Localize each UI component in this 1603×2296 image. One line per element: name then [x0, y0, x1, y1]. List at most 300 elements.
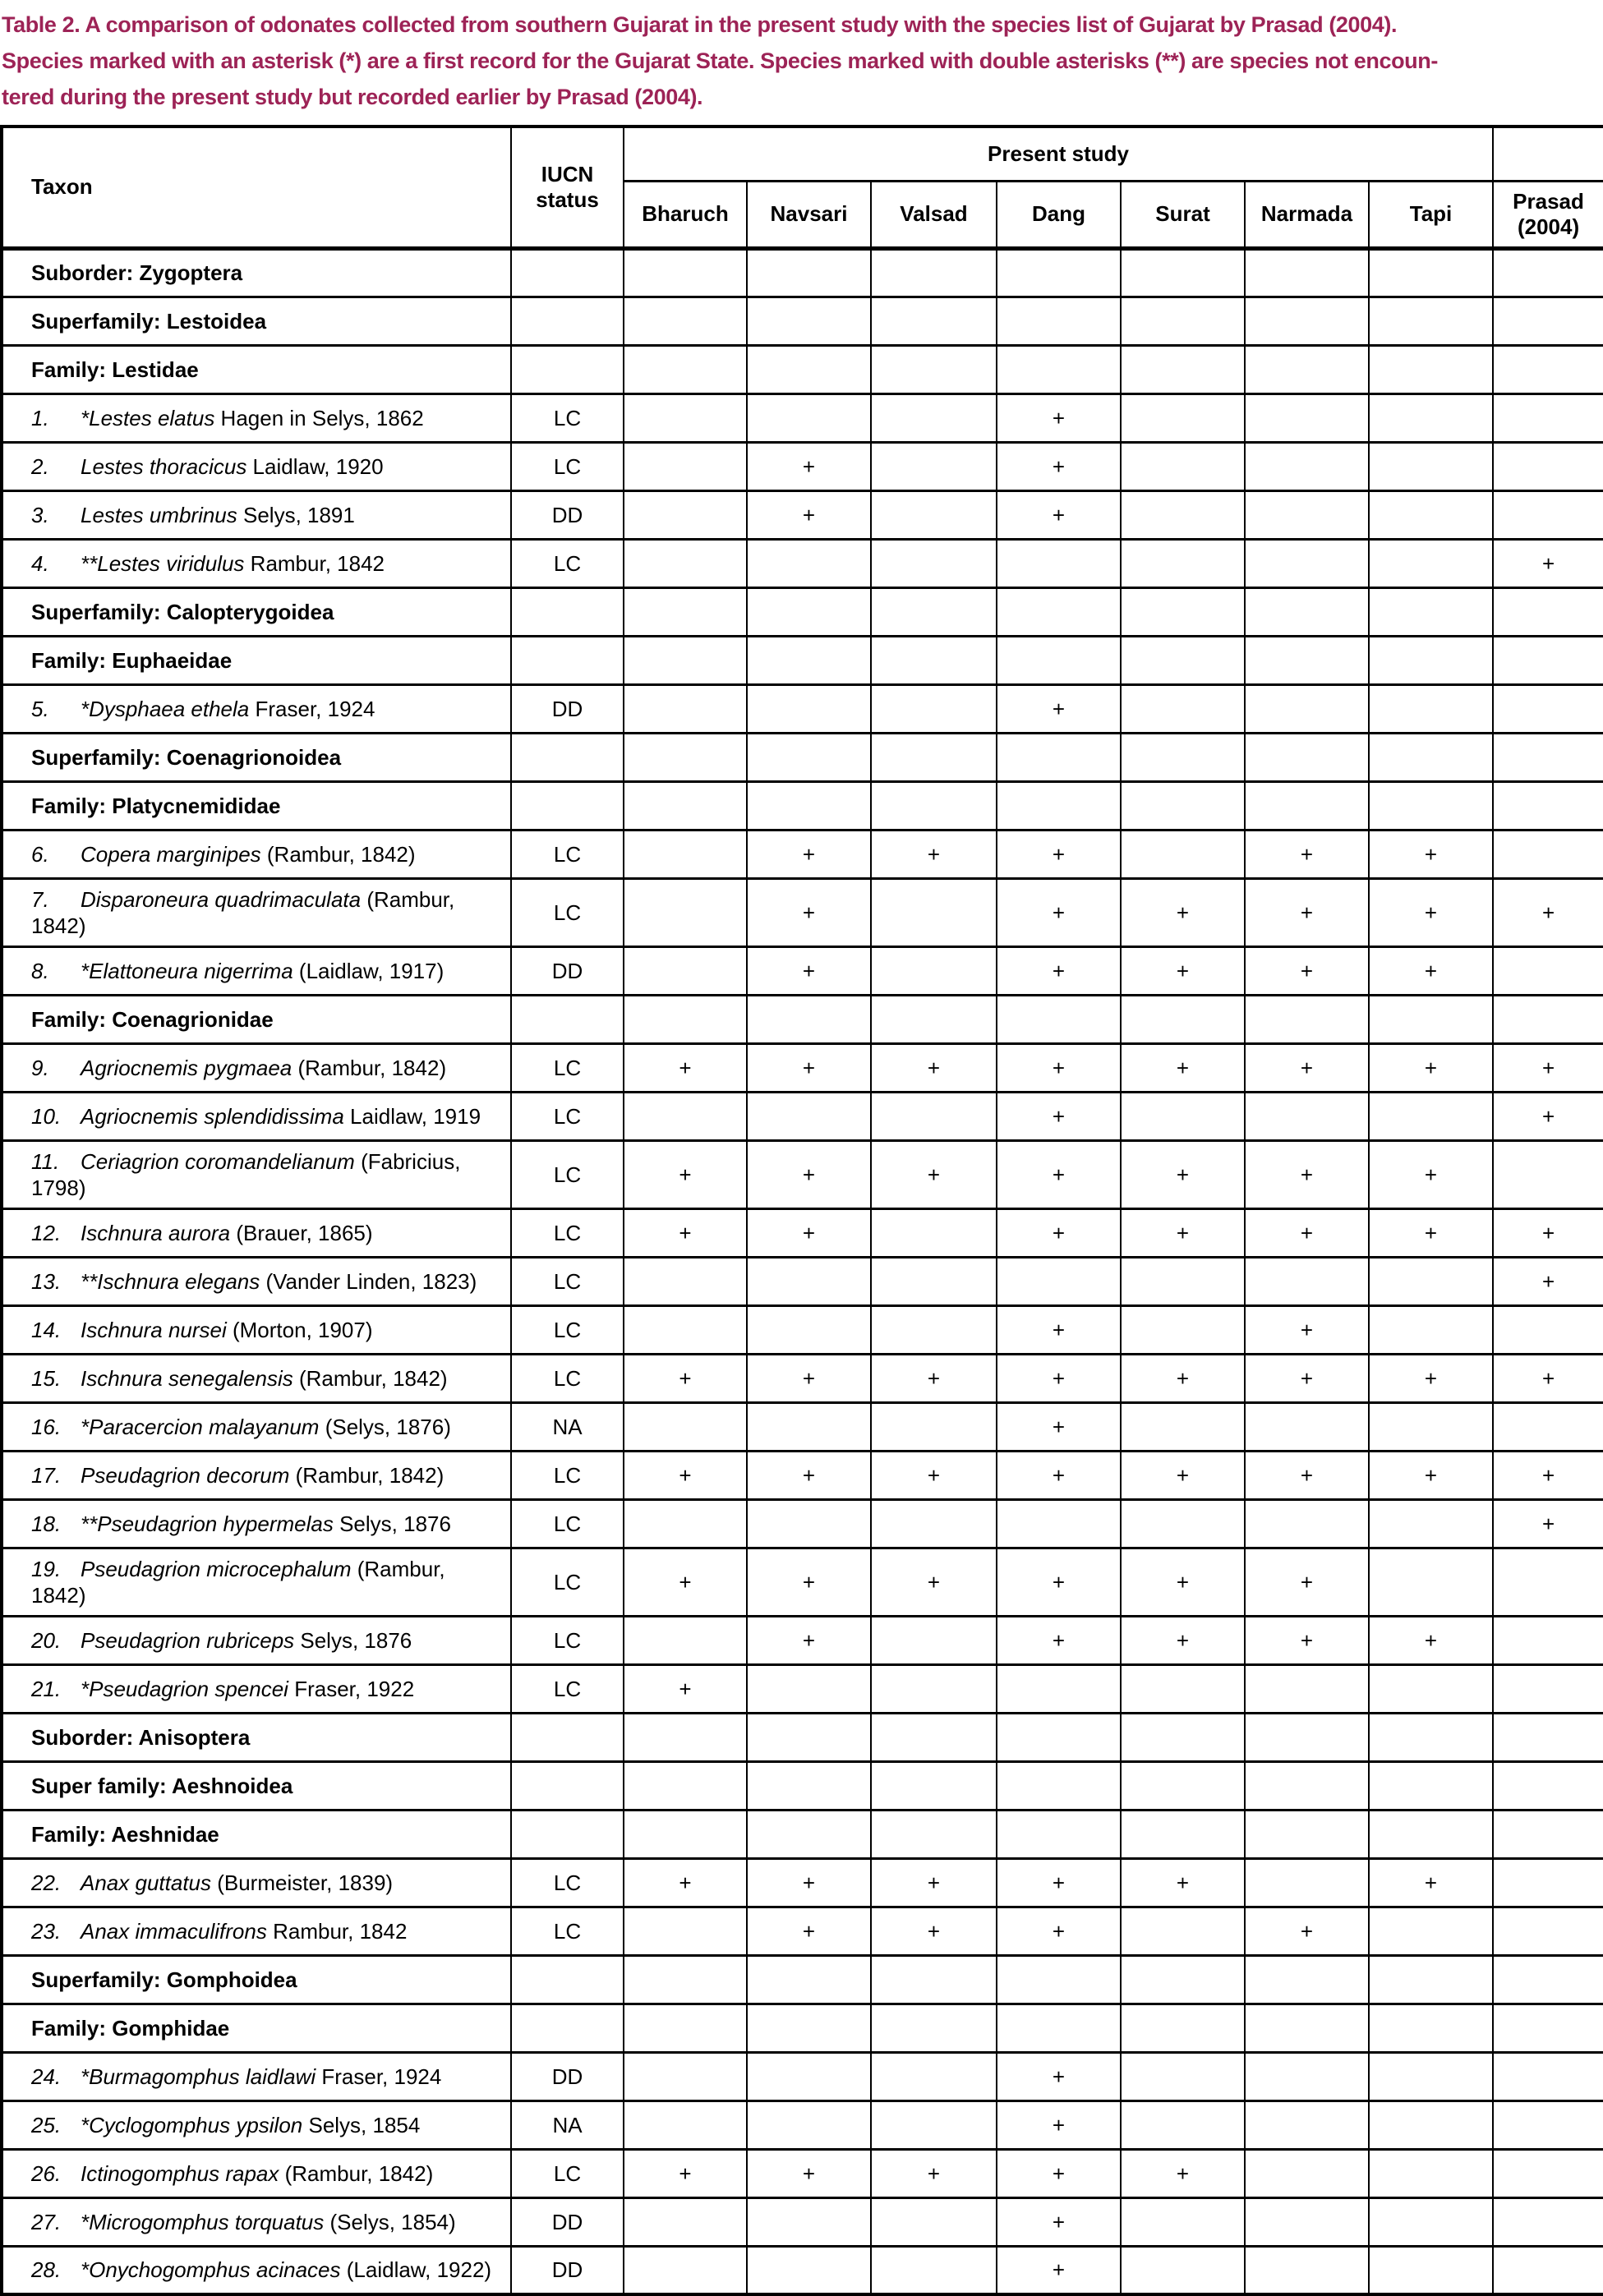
- presence-mark-tapi: +: [1369, 1208, 1493, 1257]
- presence-mark-tapi: [1369, 490, 1493, 539]
- presence-mark-prasad-2004: [1493, 1858, 1603, 1907]
- presence-mark-bharuch: [624, 2100, 747, 2149]
- presence-mark-bharuch: [624, 1955, 747, 2004]
- species-number: 4.: [31, 550, 49, 576]
- species-scientific-name: **Pseudagrion hypermelas: [81, 1511, 334, 1536]
- presence-mark-surat: [1121, 587, 1245, 636]
- species-number: 16.: [31, 1414, 62, 1439]
- presence-mark-valsad: [871, 1761, 997, 1810]
- caption-line-1: Table 2. A comparison of odonates collected from southern Gujarat in the present study with the species list of Gujarat by Prasad (2004).: [2, 12, 1398, 37]
- presence-mark-narmada: [1245, 2004, 1369, 2052]
- presence-mark-valsad: [871, 2100, 997, 2149]
- presence-mark-bharuch: [624, 995, 747, 1043]
- presence-mark-surat: +: [1121, 1140, 1245, 1208]
- iucn-status-cell: LC: [511, 830, 624, 878]
- presence-mark-bharuch: [624, 2197, 747, 2246]
- presence-mark-narmada: [1245, 1664, 1369, 1713]
- presence-mark-valsad: [871, 733, 997, 781]
- species-number: 5.: [31, 696, 49, 721]
- presence-mark-dang: +: [997, 1616, 1121, 1664]
- species-row: [2, 1092, 1603, 1140]
- presence-mark-surat: +: [1121, 1451, 1245, 1499]
- presence-mark-dang: [997, 297, 1121, 345]
- presence-mark-dang: +: [997, 2197, 1121, 2246]
- group-row: [2, 781, 1603, 830]
- presence-mark-narmada: +: [1245, 946, 1369, 995]
- iucn-status-cell: LC: [511, 442, 624, 490]
- taxon-cell: [2, 1208, 511, 1257]
- taxon-cell: [2, 2100, 511, 2149]
- presence-mark-surat: +: [1121, 1354, 1245, 1402]
- presence-mark-navsari: [747, 539, 871, 587]
- presence-mark-tapi: [1369, 539, 1493, 587]
- species-number: 14.: [31, 1317, 62, 1342]
- presence-mark-bharuch: [624, 1402, 747, 1451]
- presence-mark-valsad: [871, 2052, 997, 2100]
- taxon-cell: [2, 2149, 511, 2197]
- presence-mark-prasad-2004: +: [1493, 1257, 1603, 1305]
- presence-mark-bharuch: [624, 539, 747, 587]
- presence-mark-bharuch: [624, 442, 747, 490]
- species-author-year: (Vander Linden, 1823): [260, 1268, 477, 1294]
- species-number: 26.: [31, 2160, 62, 2186]
- taxon-cell: [2, 878, 511, 946]
- species-author-year: Rambur, 1842: [266, 1918, 408, 1944]
- species-row: [2, 1140, 1603, 1208]
- presence-mark-bharuch: [624, 781, 747, 830]
- presence-mark-valsad: +: [871, 1451, 997, 1499]
- presence-mark-valsad: [871, 345, 997, 393]
- presence-mark-bharuch: +: [624, 1354, 747, 1402]
- presence-mark-surat: +: [1121, 1858, 1245, 1907]
- presence-mark-dang: +: [997, 2100, 1121, 2149]
- column-header-navsari: Navsari: [747, 181, 871, 248]
- species-row: [2, 393, 1603, 442]
- presence-mark-prasad-2004: [1493, 1761, 1603, 1810]
- presence-mark-bharuch: +: [624, 1208, 747, 1257]
- presence-mark-valsad: [871, 1257, 997, 1305]
- presence-mark-dang: [997, 2004, 1121, 2052]
- presence-mark-narmada: +: [1245, 1208, 1369, 1257]
- group-label-cell: Family: Lestidae: [2, 345, 511, 393]
- taxon-cell: [2, 1402, 511, 1451]
- odonates-comparison-table: [0, 125, 1603, 2296]
- presence-mark-bharuch: [624, 1616, 747, 1664]
- species-number: 22.: [31, 1870, 62, 1895]
- header-spacer-cell: [1493, 127, 1603, 181]
- species-author-year: (Rambur, 1842): [293, 1365, 448, 1391]
- iucn-status-cell: [511, 636, 624, 684]
- presence-mark-narmada: [1245, 490, 1369, 539]
- group-label-cell: Superfamily: Lestoidea: [2, 297, 511, 345]
- presence-mark-tapi: [1369, 297, 1493, 345]
- presence-mark-tapi: [1369, 345, 1493, 393]
- presence-mark-bharuch: [624, 1810, 747, 1858]
- taxon-cell: [2, 539, 511, 587]
- species-row: [2, 2100, 1603, 2149]
- presence-mark-bharuch: [624, 946, 747, 995]
- presence-mark-prasad-2004: +: [1493, 1092, 1603, 1140]
- presence-mark-tapi: [1369, 1548, 1493, 1616]
- species-number: 17.: [31, 1462, 62, 1488]
- presence-mark-navsari: +: [747, 1858, 871, 1907]
- species-author-year: Selys, 1876: [333, 1511, 451, 1536]
- presence-mark-tapi: [1369, 2004, 1493, 2052]
- species-author-year-wrap: 1842): [31, 913, 86, 938]
- presence-mark-bharuch: [624, 297, 747, 345]
- presence-mark-navsari: [747, 1499, 871, 1548]
- presence-mark-prasad-2004: [1493, 393, 1603, 442]
- species-scientific-name: **Ischnura elegans: [81, 1268, 260, 1294]
- presence-mark-surat: [1121, 1761, 1245, 1810]
- species-row: [2, 878, 1603, 946]
- presence-mark-prasad-2004: [1493, 1548, 1603, 1616]
- presence-mark-tapi: [1369, 995, 1493, 1043]
- presence-mark-tapi: [1369, 442, 1493, 490]
- presence-mark-valsad: +: [871, 1140, 997, 1208]
- presence-mark-valsad: [871, 946, 997, 995]
- taxon-cell: [2, 1664, 511, 1713]
- taxon-cell: [2, 1043, 511, 1092]
- presence-mark-tapi: [1369, 248, 1493, 297]
- presence-mark-valsad: [871, 442, 997, 490]
- presence-mark-narmada: +: [1245, 1907, 1369, 1955]
- presence-mark-surat: [1121, 733, 1245, 781]
- presence-mark-bharuch: [624, 878, 747, 946]
- iucn-status-cell: DD: [511, 2246, 624, 2294]
- species-row: [2, 1616, 1603, 1664]
- iucn-status-cell: LC: [511, 2149, 624, 2197]
- presence-mark-navsari: [747, 248, 871, 297]
- presence-mark-surat: +: [1121, 1043, 1245, 1092]
- presence-mark-bharuch: +: [624, 1043, 747, 1092]
- presence-mark-dang: [997, 733, 1121, 781]
- presence-mark-tapi: [1369, 684, 1493, 733]
- presence-mark-valsad: [871, 1499, 997, 1548]
- presence-mark-tapi: [1369, 1499, 1493, 1548]
- presence-mark-navsari: +: [747, 830, 871, 878]
- species-scientific-name: Lestes thoracicus: [81, 453, 247, 479]
- group-row: [2, 297, 1603, 345]
- presence-mark-dang: [997, 587, 1121, 636]
- species-author-year: (Burmeister, 1839): [211, 1870, 394, 1895]
- presence-mark-tapi: [1369, 1402, 1493, 1451]
- presence-mark-surat: [1121, 781, 1245, 830]
- presence-mark-surat: [1121, 636, 1245, 684]
- species-scientific-name: Lestes umbrinus: [81, 502, 237, 527]
- group-label-cell: Superfamily: Gomphoidea: [2, 1955, 511, 2004]
- species-number: 7.: [31, 886, 49, 912]
- presence-mark-navsari: [747, 781, 871, 830]
- presence-mark-narmada: [1245, 587, 1369, 636]
- presence-mark-narmada: [1245, 2197, 1369, 2246]
- presence-mark-narmada: +: [1245, 1548, 1369, 1616]
- presence-mark-surat: [1121, 490, 1245, 539]
- presence-mark-surat: [1121, 297, 1245, 345]
- presence-mark-prasad-2004: [1493, 442, 1603, 490]
- species-scientific-name: *Cyclogomphus ypsilon: [81, 2112, 303, 2137]
- presence-mark-tapi: [1369, 2052, 1493, 2100]
- presence-mark-valsad: [871, 2004, 997, 2052]
- iucn-status-cell: LC: [511, 1043, 624, 1092]
- presence-mark-dang: +: [997, 684, 1121, 733]
- group-row: [2, 733, 1603, 781]
- presence-mark-surat: [1121, 248, 1245, 297]
- table-body: [2, 248, 1603, 2294]
- presence-mark-bharuch: [624, 1713, 747, 1761]
- presence-mark-prasad-2004: [1493, 636, 1603, 684]
- species-author-year: (Morton, 1907): [226, 1317, 373, 1342]
- presence-mark-narmada: [1245, 2052, 1369, 2100]
- presence-mark-navsari: [747, 1092, 871, 1140]
- taxon-cell: [2, 1092, 511, 1140]
- presence-mark-valsad: [871, 995, 997, 1043]
- column-header-tapi: Tapi: [1369, 181, 1493, 248]
- presence-mark-navsari: +: [747, 442, 871, 490]
- group-row: [2, 1955, 1603, 2004]
- iucn-status-cell: [511, 1761, 624, 1810]
- presence-mark-valsad: +: [871, 1354, 997, 1402]
- group-row: [2, 995, 1603, 1043]
- presence-mark-surat: [1121, 2100, 1245, 2149]
- presence-mark-dang: +: [997, 1451, 1121, 1499]
- header-row-top: [2, 127, 1603, 181]
- species-number: 1.: [31, 405, 49, 430]
- presence-mark-narmada: [1245, 1257, 1369, 1305]
- taxon-cell: [2, 684, 511, 733]
- group-label-cell: Super family: Aeshnoidea: [2, 1761, 511, 1810]
- presence-mark-navsari: +: [747, 1354, 871, 1402]
- presence-mark-bharuch: [624, 636, 747, 684]
- presence-mark-navsari: [747, 2100, 871, 2149]
- taxon-cell: [2, 1257, 511, 1305]
- presence-mark-valsad: [871, 2197, 997, 2246]
- presence-mark-tapi: [1369, 2100, 1493, 2149]
- iucn-status-cell: [511, 1955, 624, 2004]
- presence-mark-dang: [997, 1955, 1121, 2004]
- presence-mark-dang: +: [997, 1208, 1121, 1257]
- presence-mark-surat: [1121, 1499, 1245, 1548]
- presence-mark-tapi: +: [1369, 830, 1493, 878]
- species-number: 3.: [31, 502, 49, 527]
- presence-mark-dang: [997, 248, 1121, 297]
- taxon-cell: [2, 1354, 511, 1402]
- presence-mark-surat: [1121, 345, 1245, 393]
- presence-mark-navsari: +: [747, 490, 871, 539]
- taxon-cell: [2, 1499, 511, 1548]
- iucn-status-cell: LC: [511, 878, 624, 946]
- species-scientific-name: *Microgomphus torquatus: [81, 2209, 325, 2234]
- presence-mark-prasad-2004: +: [1493, 1451, 1603, 1499]
- presence-mark-navsari: +: [747, 1140, 871, 1208]
- presence-mark-tapi: [1369, 1955, 1493, 2004]
- taxon-cell: [2, 1548, 511, 1616]
- presence-mark-tapi: [1369, 636, 1493, 684]
- presence-mark-dang: [997, 1257, 1121, 1305]
- presence-mark-surat: +: [1121, 1208, 1245, 1257]
- presence-mark-prasad-2004: [1493, 248, 1603, 297]
- species-author-year: Laidlaw, 1919: [343, 1103, 481, 1129]
- species-scientific-name: *Pseudagrion spencei: [81, 1676, 288, 1701]
- species-author-year: (Rambur, 1842): [260, 841, 416, 867]
- presence-mark-bharuch: [624, 1761, 747, 1810]
- presence-mark-navsari: +: [747, 1616, 871, 1664]
- presence-mark-navsari: +: [747, 1548, 871, 1616]
- presence-mark-navsari: [747, 1664, 871, 1713]
- presence-mark-valsad: +: [871, 1043, 997, 1092]
- presence-mark-tapi: [1369, 1092, 1493, 1140]
- presence-mark-tapi: +: [1369, 878, 1493, 946]
- presence-mark-dang: [997, 1713, 1121, 1761]
- species-row: [2, 2149, 1603, 2197]
- column-header-narmada: Narmada: [1245, 181, 1369, 248]
- group-label-cell: Family: Aeshnidae: [2, 1810, 511, 1858]
- presence-mark-surat: [1121, 995, 1245, 1043]
- presence-mark-valsad: +: [871, 830, 997, 878]
- species-row: [2, 684, 1603, 733]
- species-author-year: Fraser, 1924: [249, 696, 375, 721]
- presence-mark-narmada: [1245, 1858, 1369, 1907]
- presence-mark-narmada: [1245, 539, 1369, 587]
- species-row: [2, 2052, 1603, 2100]
- presence-mark-narmada: +: [1245, 1451, 1369, 1499]
- iucn-status-cell: [511, 345, 624, 393]
- species-author-year: (Laidlaw, 1917): [293, 958, 445, 983]
- presence-mark-narmada: +: [1245, 830, 1369, 878]
- species-number: 21.: [31, 1676, 62, 1701]
- presence-mark-narmada: +: [1245, 878, 1369, 946]
- taxon-cell: [2, 1616, 511, 1664]
- presence-mark-bharuch: +: [624, 1451, 747, 1499]
- presence-mark-prasad-2004: [1493, 1305, 1603, 1354]
- group-row: [2, 1810, 1603, 1858]
- presence-mark-navsari: +: [747, 2149, 871, 2197]
- taxon-cell: [2, 946, 511, 995]
- presence-mark-narmada: +: [1245, 1354, 1369, 1402]
- presence-mark-prasad-2004: [1493, 2052, 1603, 2100]
- presence-mark-surat: +: [1121, 1548, 1245, 1616]
- caption-line-2: Species marked with an asterisk (*) are a first record for the Gujarat State. Species marked with double asterisks (**) are species not encoun-: [2, 48, 1438, 73]
- presence-mark-valsad: +: [871, 1548, 997, 1616]
- presence-mark-prasad-2004: [1493, 2004, 1603, 2052]
- presence-mark-surat: [1121, 442, 1245, 490]
- presence-mark-navsari: [747, 1257, 871, 1305]
- presence-mark-navsari: +: [747, 1208, 871, 1257]
- species-scientific-name: Copera marginipes: [81, 841, 261, 867]
- presence-mark-prasad-2004: [1493, 1907, 1603, 1955]
- species-number: 15.: [31, 1365, 62, 1391]
- presence-mark-surat: [1121, 2052, 1245, 2100]
- presence-mark-bharuch: +: [624, 1664, 747, 1713]
- presence-mark-prasad-2004: [1493, 830, 1603, 878]
- iucn-status-cell: [511, 781, 624, 830]
- presence-mark-navsari: +: [747, 878, 871, 946]
- presence-mark-bharuch: [624, 684, 747, 733]
- species-number: 19.: [31, 1556, 62, 1581]
- presence-mark-narmada: [1245, 1955, 1369, 2004]
- presence-mark-surat: +: [1121, 1616, 1245, 1664]
- presence-mark-valsad: [871, 297, 997, 345]
- presence-mark-narmada: [1245, 733, 1369, 781]
- presence-mark-prasad-2004: [1493, 1664, 1603, 1713]
- species-author-year: (Rambur, 1842): [292, 1055, 447, 1080]
- taxon-cell: [2, 1305, 511, 1354]
- presence-mark-navsari: +: [747, 1043, 871, 1092]
- presence-mark-surat: [1121, 2197, 1245, 2246]
- species-author-year: (Selys, 1876): [319, 1414, 451, 1439]
- presence-mark-navsari: [747, 1810, 871, 1858]
- species-author-year: (Brauer, 1865): [230, 1220, 373, 1245]
- presence-mark-bharuch: +: [624, 1548, 747, 1616]
- presence-mark-prasad-2004: [1493, 297, 1603, 345]
- presence-mark-valsad: [871, 1092, 997, 1140]
- species-number: 20.: [31, 1627, 62, 1653]
- presence-mark-tapi: [1369, 733, 1493, 781]
- presence-mark-prasad-2004: [1493, 1616, 1603, 1664]
- column-header-prasad-2004: Prasad (2004): [1493, 181, 1603, 248]
- species-scientific-name: Agriocnemis pygmaea: [81, 1055, 293, 1080]
- presence-mark-valsad: [871, 1305, 997, 1354]
- species-author-year: (Rambur, 1842): [279, 2160, 434, 2186]
- group-row: [2, 248, 1603, 297]
- presence-mark-valsad: +: [871, 2149, 997, 2197]
- presence-mark-valsad: [871, 878, 997, 946]
- presence-mark-dang: [997, 345, 1121, 393]
- species-scientific-name: *Onychogomphus acinaces: [81, 2257, 341, 2283]
- taxon-cell: [2, 830, 511, 878]
- iucn-status-cell: LC: [511, 1548, 624, 1616]
- presence-mark-bharuch: [624, 1907, 747, 1955]
- group-row: [2, 2004, 1603, 2052]
- presence-mark-valsad: +: [871, 1858, 997, 1907]
- presence-mark-navsari: [747, 636, 871, 684]
- presence-mark-surat: [1121, 539, 1245, 587]
- presence-mark-narmada: +: [1245, 1043, 1369, 1092]
- caption-line-3: tered during the present study but recorded earlier by Prasad (2004).: [2, 85, 703, 109]
- presence-mark-prasad-2004: [1493, 2197, 1603, 2246]
- iucn-status-cell: DD: [511, 2052, 624, 2100]
- presence-mark-prasad-2004: [1493, 345, 1603, 393]
- species-scientific-name: Pseudagrion decorum: [81, 1462, 290, 1488]
- iucn-status-cell: DD: [511, 2197, 624, 2246]
- species-author-year: (Fabricius,: [354, 1148, 461, 1174]
- iucn-status-cell: LC: [511, 393, 624, 442]
- iucn-status-cell: [511, 297, 624, 345]
- species-author-year: (Laidlaw, 1922): [340, 2257, 492, 2283]
- presence-mark-surat: [1121, 830, 1245, 878]
- presence-mark-narmada: [1245, 1761, 1369, 1810]
- presence-mark-dang: +: [997, 878, 1121, 946]
- presence-mark-navsari: [747, 2052, 871, 2100]
- presence-mark-narmada: [1245, 636, 1369, 684]
- presence-mark-bharuch: [624, 490, 747, 539]
- species-row: [2, 1208, 1603, 1257]
- species-number: 2.: [31, 453, 49, 479]
- presence-mark-tapi: +: [1369, 946, 1493, 995]
- presence-mark-navsari: [747, 733, 871, 781]
- species-row: [2, 1402, 1603, 1451]
- group-row: [2, 636, 1603, 684]
- presence-mark-navsari: [747, 995, 871, 1043]
- presence-mark-surat: +: [1121, 2149, 1245, 2197]
- presence-mark-valsad: [871, 1713, 997, 1761]
- presence-mark-bharuch: [624, 1305, 747, 1354]
- presence-mark-navsari: [747, 2197, 871, 2246]
- species-author-year: Selys, 1876: [294, 1627, 412, 1653]
- group-label-cell: Family: Coenagrionidae: [2, 995, 511, 1043]
- group-label-cell: Superfamily: Calopterygoidea: [2, 587, 511, 636]
- group-label-cell: Family: Euphaeidae: [2, 636, 511, 684]
